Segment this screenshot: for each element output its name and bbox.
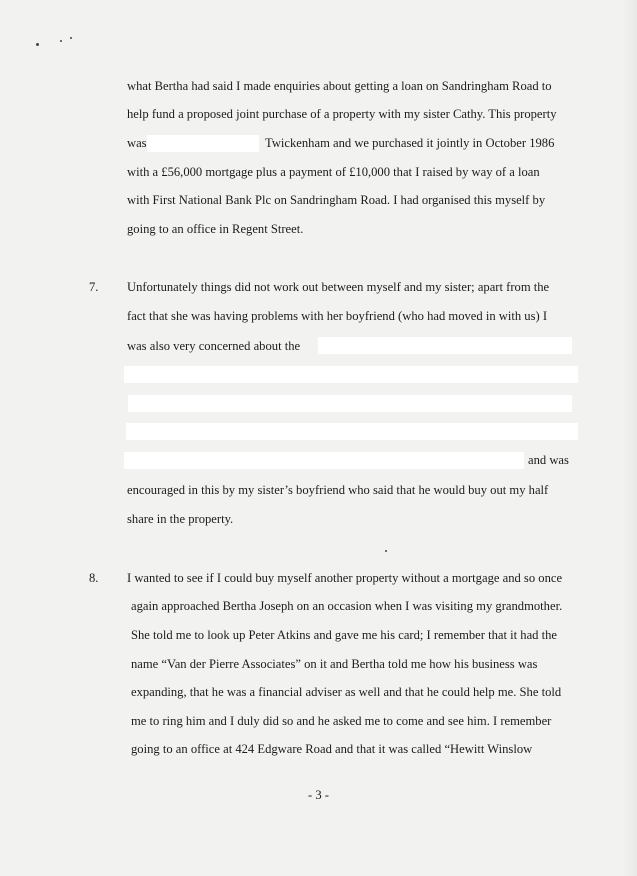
redaction-box (126, 423, 578, 440)
redaction-box (147, 135, 259, 152)
body-line: me to ring him and I duly did so and he asked me to come and see him. I remember (131, 714, 552, 728)
body-line: Twickenham and we purchased it jointly in October 1986 (265, 136, 555, 150)
body-line: was also very concerned about the (127, 339, 301, 353)
body-line: with a £56,000 mortgage plus a payment of £10,000 that I raised by way of a loan (127, 165, 540, 179)
redaction-box (318, 337, 572, 354)
body-line: was (127, 136, 147, 150)
paragraph-number: 7. (89, 280, 99, 294)
body-line: She told me to look up Peter Atkins and gave me his card; I remember that it had the (131, 628, 557, 642)
paragraph-number: 8. (89, 571, 99, 585)
body-line: going to an office at 424 Edgware Road and that it was called “Hewitt Winslow (131, 742, 533, 756)
scan-speck (385, 550, 387, 552)
scan-speck (70, 37, 72, 39)
scan-speck (60, 40, 62, 42)
redaction-box (124, 366, 578, 383)
body-line: encouraged in this by my sister’s boyfriend who said that he would buy out my half (127, 483, 549, 497)
scan-shadow (623, 0, 637, 876)
body-line: what Bertha had said I made enquiries about getting a loan on Sandringham Road to (127, 79, 552, 93)
body-line: going to an office in Regent Street. (127, 222, 304, 236)
body-line: with First National Bank Plc on Sandringham Road. I had organised this myself by (127, 193, 546, 207)
page-number: - 3 - (308, 788, 329, 802)
body-line: and was (528, 453, 569, 467)
body-line: Unfortunately things did not work out between myself and my sister; apart from the (127, 280, 550, 294)
body-line: help fund a proposed joint purchase of a property with my sister Cathy. This property (127, 107, 557, 121)
body-line: expanding, that he was a financial adviser as well and that he could help me. She told (131, 685, 562, 699)
body-line: I wanted to see if I could buy myself another property without a mortgage and so once (127, 571, 563, 585)
body-line: fact that she was having problems with her boyfriend (who had moved in with us) I (127, 309, 548, 323)
redaction-box (124, 452, 524, 469)
body-line: name “Van der Pierre Associates” on it and Bertha told me how his business was (131, 657, 538, 671)
redaction-box (128, 395, 572, 412)
body-line: share in the property. (127, 512, 234, 526)
body-line: again approached Bertha Joseph on an occasion when I was visiting my grandmother. (131, 599, 563, 613)
scan-speck (36, 43, 39, 46)
